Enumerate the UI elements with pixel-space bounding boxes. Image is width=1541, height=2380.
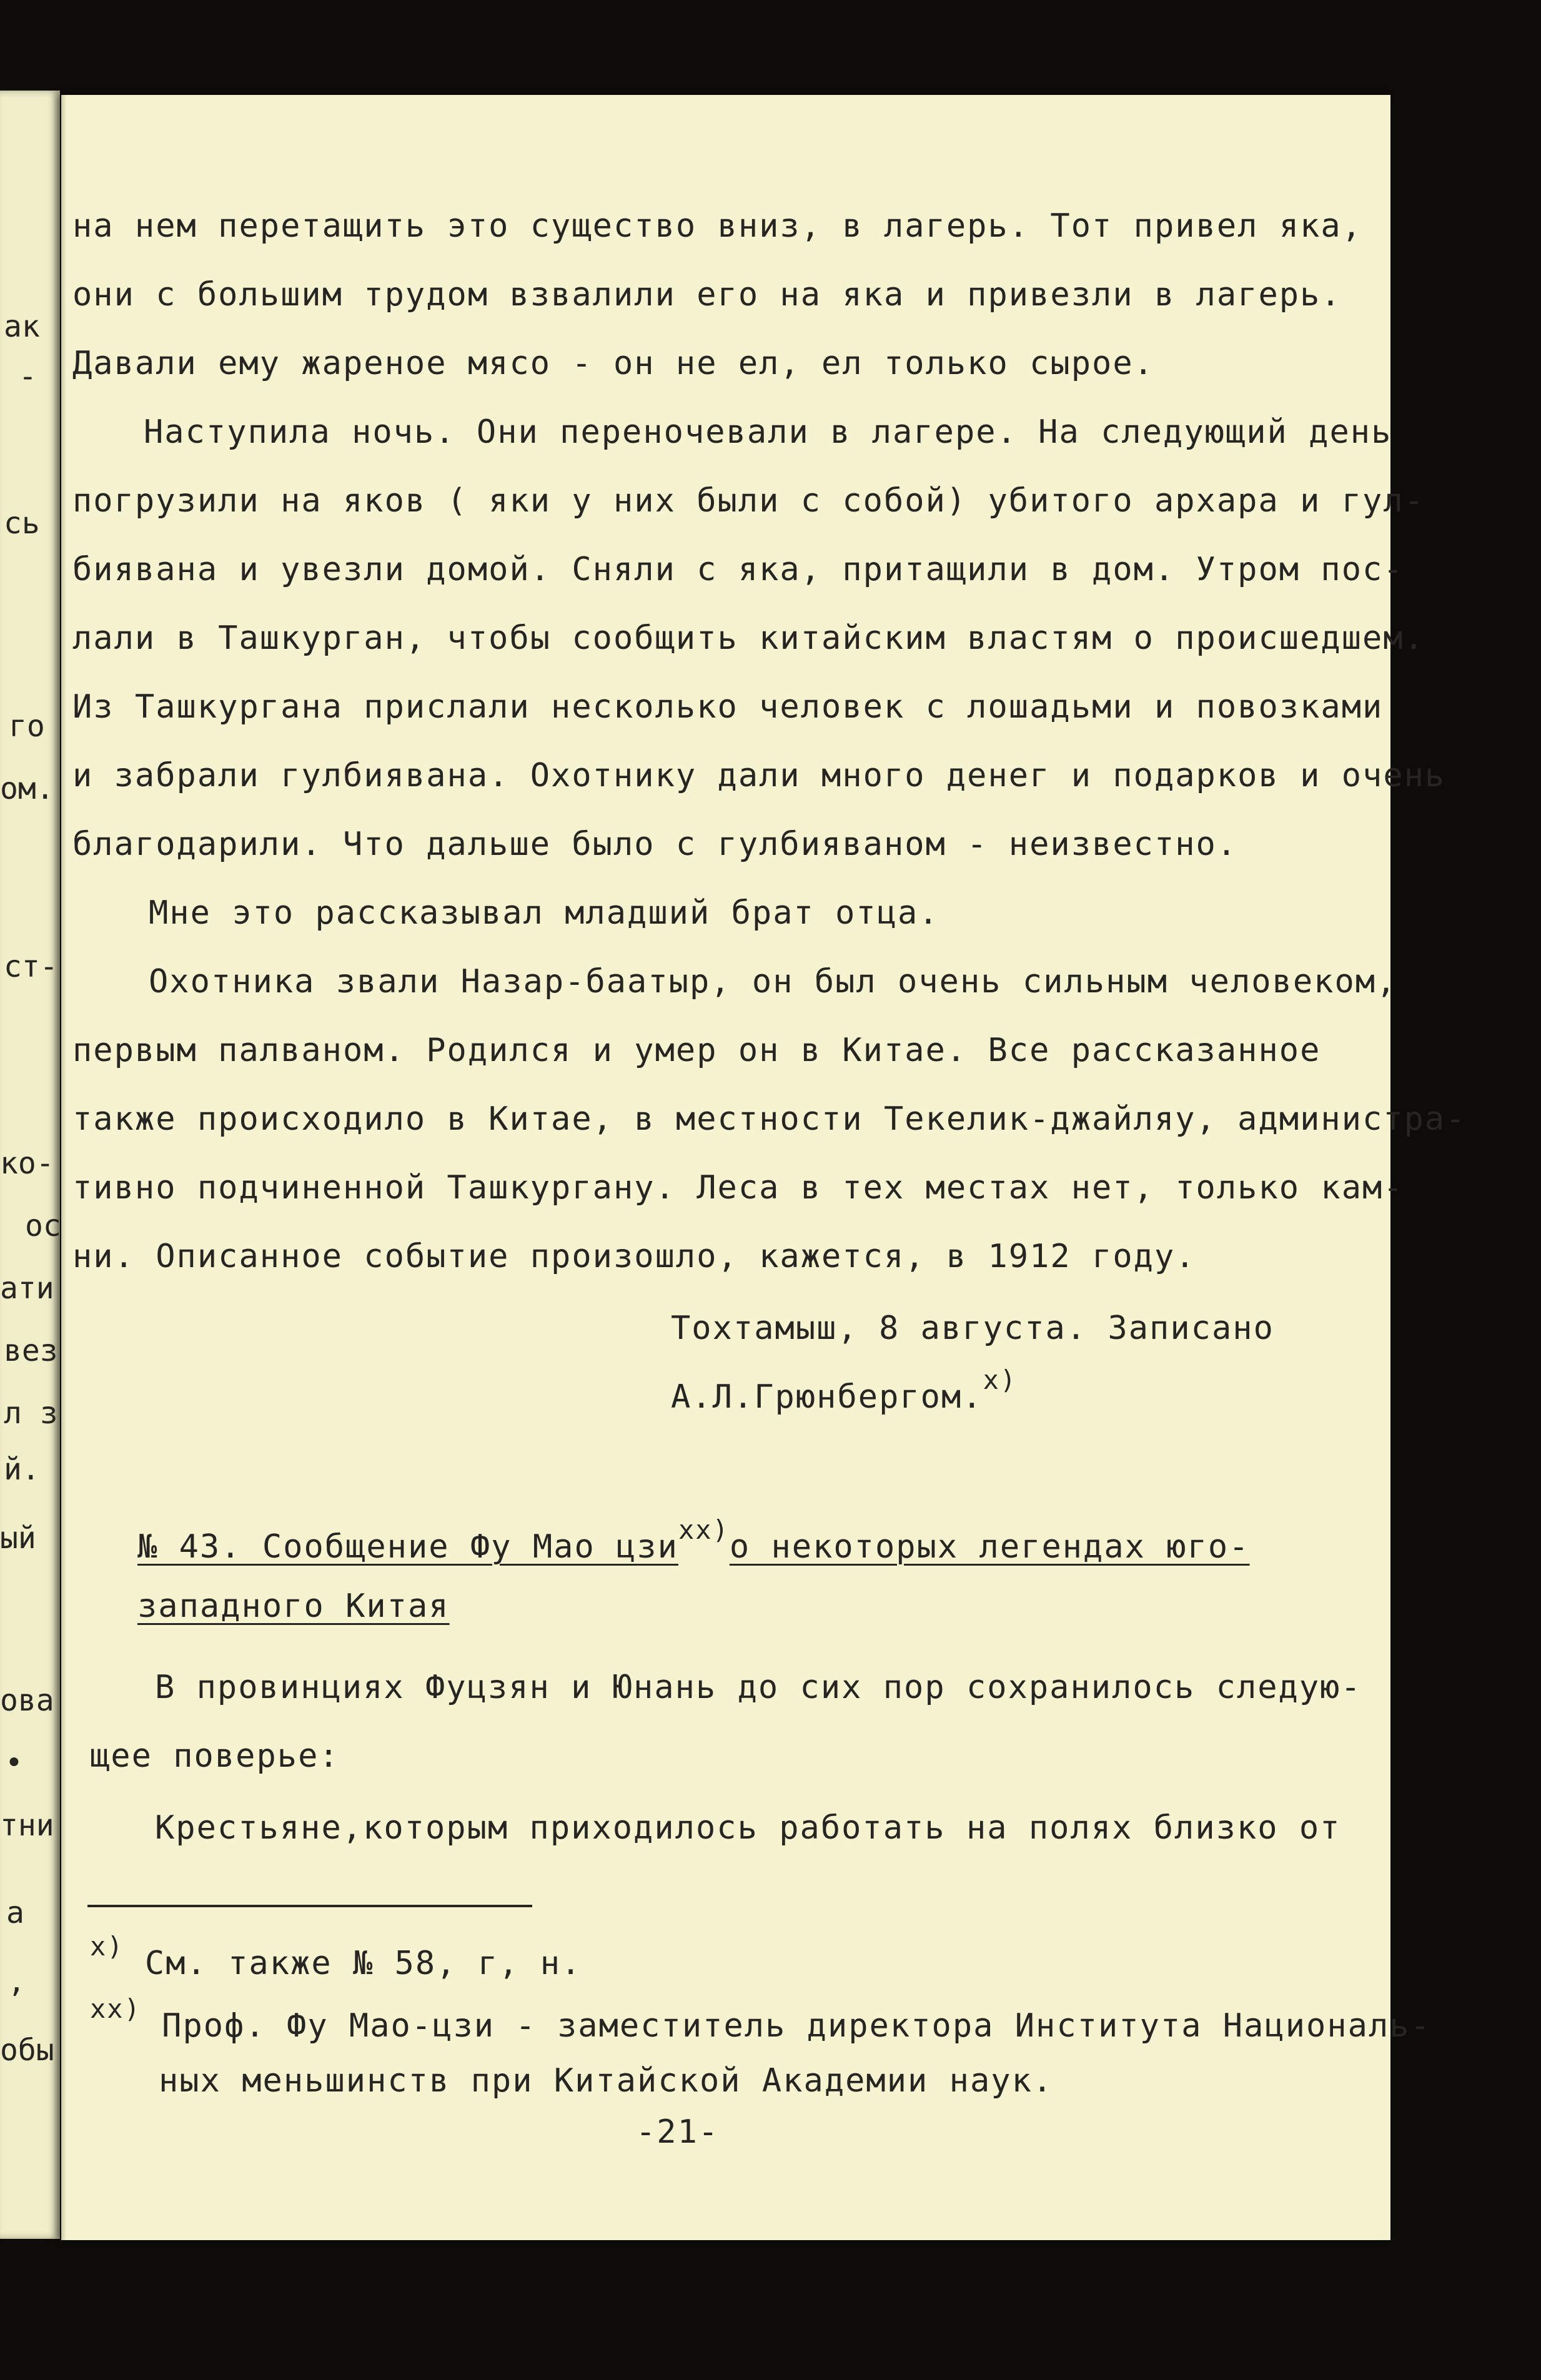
- footnote-marker: хх): [678, 1514, 730, 1545]
- margin-fragment: сь: [4, 506, 40, 541]
- footnote-text: См. также № 58, г, н.: [144, 1945, 582, 1982]
- margin-fragment: ати: [0, 1271, 54, 1306]
- text-line: лали в Ташкурган, чтобы сообщить китайским властям о происшедшем.: [72, 620, 1425, 657]
- text-line: В провинциях Фуцзян и Юнань до сих пор сохранилось следую-: [155, 1669, 1362, 1706]
- heading-text: о некоторых легендах юго-: [729, 1528, 1250, 1566]
- margin-fragment: ос: [25, 1208, 61, 1243]
- text-line: они с большим трудом взвалили его на яка и привезли в лагерь.: [72, 276, 1342, 314]
- margin-fragment: ом.: [0, 771, 54, 806]
- page-number: -21-: [636, 2113, 720, 2151]
- signature-line: [671, 1365, 1018, 1418]
- section-heading-line2: западного Китая: [137, 1587, 450, 1625]
- heading-text: № 43. Сообщение Фу Мао цзи: [137, 1528, 678, 1566]
- margin-fragment: л з: [4, 1396, 58, 1431]
- margin-fragment: ова: [0, 1683, 54, 1718]
- footnote-text: Проф. Фу Мао-цзи - заместитель директора Института Националь-: [162, 2007, 1431, 2045]
- section-heading: [137, 1514, 1250, 1568]
- text-line: благодарили. Что дальше было с гулбияваном - неизвестно.: [72, 826, 1238, 863]
- previous-page-edge: [0, 91, 60, 2239]
- footnote-continuation: ных меньшинств при Китайской Академии наук.: [159, 2062, 1054, 2100]
- page-fold-shadow: [61, 95, 66, 2240]
- text-line: Наступила ночь. Они переночевали в лагере. На следующий день: [144, 413, 1392, 451]
- margin-fragment: вез: [4, 1333, 58, 1368]
- margin-fragment: •: [5, 1745, 23, 1780]
- footnote-marker: хх): [90, 1993, 141, 2024]
- margin-fragment: ,: [7, 1964, 26, 1999]
- text-line: биявана и увезли домой. Сняли с яка, притащили в дом. Утром пос-: [72, 551, 1404, 588]
- margin-fragment: ко-: [0, 1146, 54, 1181]
- margin-fragment: ст-: [4, 949, 58, 984]
- footnote-marker: х): [983, 1365, 1018, 1395]
- text-line: погрузили на яков ( яки у них были с собой) убитого архара и гул-: [72, 482, 1425, 520]
- margin-fragment: обы: [0, 2033, 54, 2068]
- recorder-name: А.Л.Грюнбергом.: [671, 1378, 983, 1416]
- text-line: и забрали гулбиявана. Охотнику дали много денег и подарков и очень: [72, 757, 1446, 794]
- text-line: Давали ему жареное мясо - он не ел, ел только сырое.: [72, 345, 1154, 382]
- signature-line: Тохтамыш, 8 августа. Записано: [671, 1310, 1274, 1347]
- text-line: тивно подчиненной Ташкургану. Леса в тех местах нет, только кам-: [72, 1169, 1404, 1207]
- text-line: первым палваном. Родился и умер он в Китае. Все рассказанное: [72, 1032, 1321, 1069]
- footnote: [90, 1993, 1431, 2047]
- footnote-marker: х): [90, 1931, 124, 1962]
- text-line: на нем перетащить это существо вниз, в лагерь. Тот привел яка,: [72, 207, 1363, 245]
- text-line: также происходило в Китае, в местности Текелик-джайляу, администра-: [72, 1100, 1467, 1138]
- text-line: Охотника звали Назар-баатыр, он был очень сильным человеком,: [149, 963, 1397, 1000]
- text-line: щее поверье:: [90, 1737, 340, 1775]
- margin-fragment: а: [6, 1895, 24, 1930]
- text-line: Мне это рассказывал младший брат отца.: [149, 894, 939, 932]
- margin-fragment: -: [19, 359, 37, 394]
- text-line: Крестьяне,которым приходилось работать на полях близко от: [155, 1809, 1341, 1847]
- margin-fragment: тни: [0, 1808, 54, 1843]
- text-line: ни. Описанное событие произошло, кажется, в 1912 году.: [72, 1238, 1196, 1275]
- margin-fragment: го: [9, 709, 45, 744]
- footnote-rule: [87, 1905, 532, 1907]
- margin-fragment: й.: [4, 1452, 40, 1487]
- margin-fragment: ак: [4, 309, 40, 344]
- document-page: [61, 95, 1467, 2240]
- margin-fragment: ый: [0, 1521, 36, 1556]
- footnote: [90, 1931, 582, 1984]
- text-line: Из Ташкургана прислали несколько человек с лошадьми и повозками: [72, 688, 1384, 726]
